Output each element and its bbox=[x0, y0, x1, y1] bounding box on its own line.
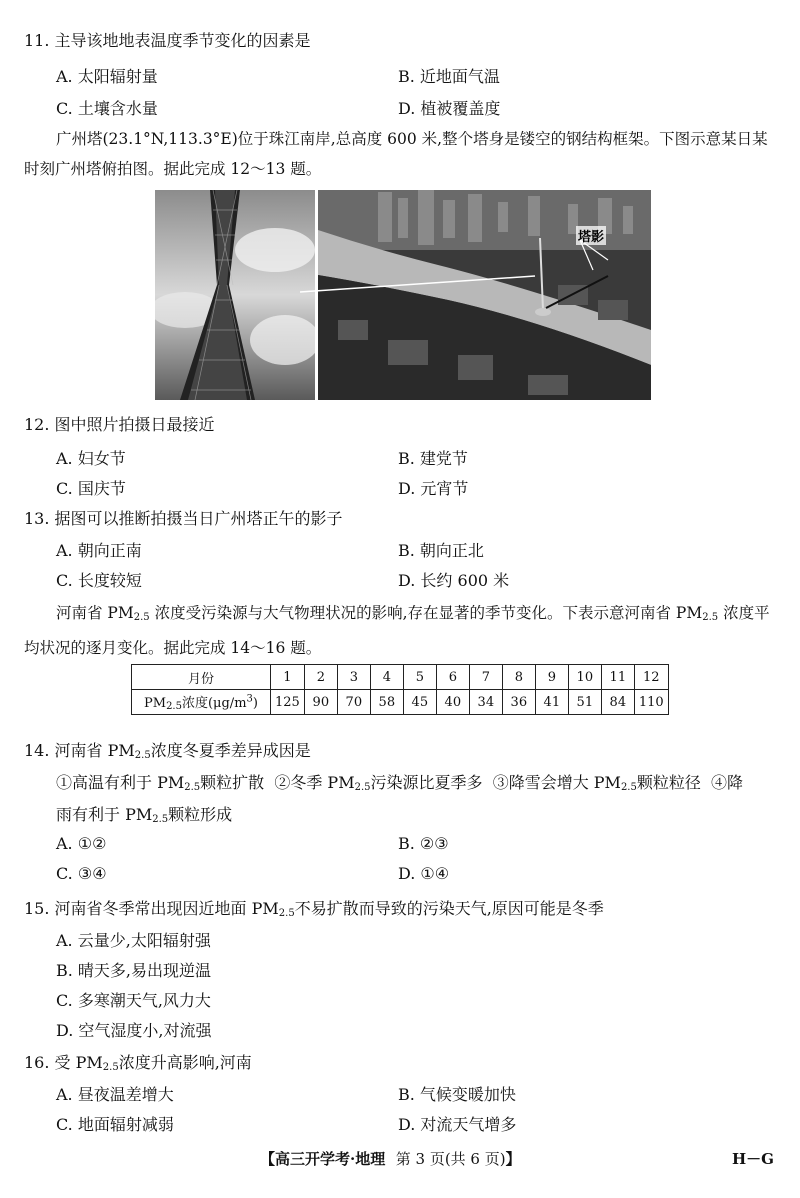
q13-option-a: A. 朝向正南 bbox=[56, 541, 142, 560]
month-cell: 3 bbox=[337, 665, 370, 690]
pm25-monthly-table bbox=[131, 664, 669, 715]
q14-option-b: B. ②③ bbox=[398, 834, 449, 853]
month-cell: 5 bbox=[403, 665, 436, 690]
question-14-stem: 14. 河南省 $PM_{2.5}$浓度冬夏季差异成因是 bbox=[24, 741, 311, 761]
q13-option-d: D. 长约 600 米 bbox=[398, 571, 510, 590]
page-footer: 【高三开学考·地理 第 3 页(共 6 页)】 bbox=[260, 1150, 521, 1168]
month-cell: 11 bbox=[601, 665, 634, 690]
passage-guangzhou-tower: 广州塔(23.1°N,113.3°E)位于珠江南岸,总高度 600 米,整个塔身是镂空的钢结构框架。下图示意某日某时刻广州塔俯拍图。据此完成 12～13 题。 bbox=[24, 130, 768, 178]
q12-option-d: D. 元宵节 bbox=[398, 479, 469, 498]
question-12-stem: 12. 图中照片拍摄日最接近 bbox=[24, 415, 215, 434]
value-cell: 58 bbox=[370, 690, 403, 715]
q12-option-a: A. 妇女节 bbox=[56, 449, 126, 468]
q14-option-c: C. ③④ bbox=[56, 864, 107, 883]
q11-option-c: C. 土壤含水量 bbox=[56, 99, 158, 118]
q16-option-a: A. 昼夜温差增大 bbox=[56, 1085, 174, 1104]
month-cell: 9 bbox=[535, 665, 568, 690]
value-cell: 34 bbox=[469, 690, 502, 715]
value-cell: 45 bbox=[403, 690, 436, 715]
q14-statements-line1: ①高温有利于 $PM_{2.5}$颗粒扩散 ②冬季 $PM_{2.5}$污染源比夏季多 ③降雪会增大 $PM_{2.5}$颗粒粒径 ④降 bbox=[56, 773, 744, 793]
value-cell: 41 bbox=[535, 690, 568, 715]
q14-option-a: A. ①② bbox=[56, 834, 107, 853]
q14-option-d: D. ①④ bbox=[398, 864, 450, 883]
month-cell: 1 bbox=[271, 665, 305, 690]
connector-line bbox=[300, 270, 540, 300]
q15-option-a: A. 云量少,太阳辐射强 bbox=[56, 931, 211, 950]
q12-option-c: C. 国庆节 bbox=[56, 479, 126, 498]
q14-statements-line2: 雨有利于 $PM_{2.5}$颗粒形成 bbox=[56, 805, 233, 825]
value-cell: 90 bbox=[304, 690, 337, 715]
exam-code: H－G bbox=[732, 1150, 774, 1168]
question-16-stem: 16. 受 $PM_{2.5}$浓度升高影响,河南 bbox=[24, 1053, 252, 1073]
q15-option-c: C. 多寒潮天气,风力大 bbox=[56, 991, 211, 1010]
value-cell: 40 bbox=[436, 690, 469, 715]
table-value-row bbox=[132, 690, 669, 715]
q15-option-b: B. 晴天多,易出现逆温 bbox=[56, 961, 212, 980]
q16-option-d: D. 对流天气增多 bbox=[398, 1115, 517, 1134]
value-cell: 84 bbox=[601, 690, 634, 715]
table-header-row bbox=[132, 665, 669, 690]
tower-shadow-label: 塔影 bbox=[576, 226, 606, 245]
q11-option-b: B. 近地面气温 bbox=[398, 67, 500, 86]
value-cell: 110 bbox=[634, 690, 668, 715]
value-cell: 51 bbox=[568, 690, 601, 715]
value-cell: 125 bbox=[271, 690, 305, 715]
q15-option-d: D. 空气湿度小,对流强 bbox=[56, 1021, 212, 1040]
tower-photo bbox=[155, 190, 315, 400]
question-13-stem: 13. 据图可以推断拍摄当日广州塔正午的影子 bbox=[24, 509, 343, 528]
q16-option-c: C. 地面辐射减弱 bbox=[56, 1115, 174, 1134]
question-15-stem: 15. 河南省冬季常出现因近地面 $PM_{2.5}$不易扩散而导致的污染天气,原因可能是冬季 bbox=[24, 899, 604, 919]
month-header-label: 月份 bbox=[132, 665, 271, 690]
pm25-row-label: $PM_{2.5}$浓度$(\mu g/m^3)$ bbox=[132, 690, 271, 715]
month-cell: 8 bbox=[502, 665, 535, 690]
q13-option-c: C. 长度较短 bbox=[56, 571, 142, 590]
q13-option-b: B. 朝向正北 bbox=[398, 541, 484, 560]
value-cell: 36 bbox=[502, 690, 535, 715]
q12-option-b: B. 建党节 bbox=[398, 449, 468, 468]
month-cell: 10 bbox=[568, 665, 601, 690]
month-cell: 12 bbox=[634, 665, 668, 690]
q16-option-b: B. 气候变暖加快 bbox=[398, 1085, 516, 1104]
month-cell: 7 bbox=[469, 665, 502, 690]
month-cell: 2 bbox=[304, 665, 337, 690]
q11-option-d: D. 植被覆盖度 bbox=[398, 99, 501, 118]
month-cell: 6 bbox=[436, 665, 469, 690]
value-cell: 70 bbox=[337, 690, 370, 715]
question-11-stem: 11. 主导该地地表温度季节变化的因素是 bbox=[24, 31, 311, 50]
passage-henan-pm25: 河南省 $PM_{2.5}$ 浓度受污染源与大气物理状况的影响,存在显著的季节变化。下表示意河南省 $PM_{2.5}$ 浓度平均状况的逐月变化。据此完成 14～16 题。 bbox=[24, 604, 770, 657]
q11-option-a: A. 太阳辐射量 bbox=[56, 67, 158, 86]
month-cell: 4 bbox=[370, 665, 403, 690]
